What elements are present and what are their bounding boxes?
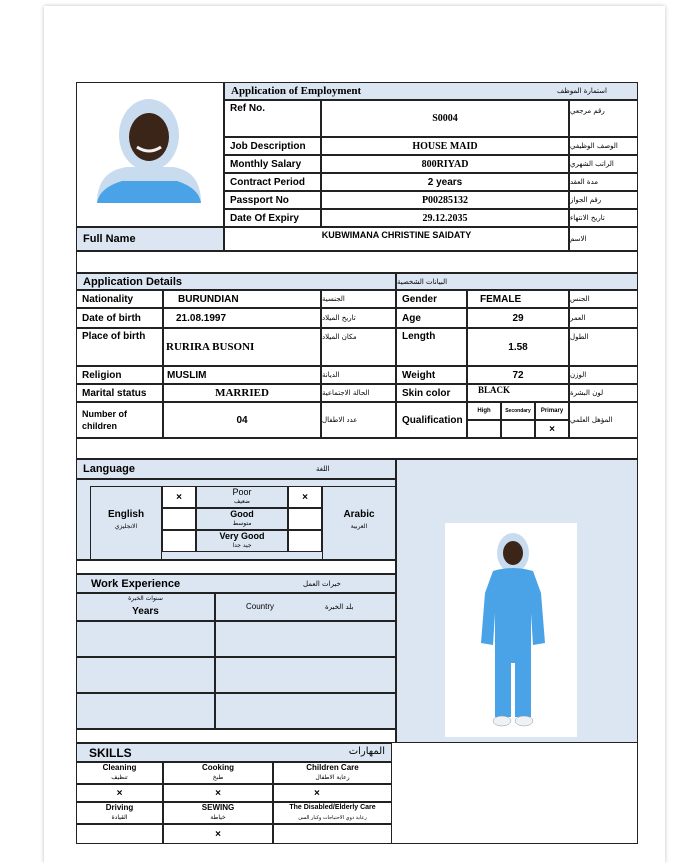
job-label: Job Description [224, 137, 321, 155]
ref-label-ar: رقم مرجعي [569, 100, 638, 137]
marital-value: MARRIED [163, 384, 321, 402]
country-header [215, 593, 396, 621]
language-title-ar: اللغة [316, 465, 330, 473]
level-good [196, 508, 288, 530]
length-value: 1.58 [467, 328, 569, 366]
sewing-mark: × [163, 824, 273, 844]
children-label: Number of children [76, 402, 163, 438]
driving-mark [76, 824, 163, 844]
english-poor-mark: × [176, 491, 182, 503]
gender-value: FEMALE [467, 290, 569, 308]
expiry-value: 29.12.2035 [321, 209, 569, 227]
fullbody-photo [445, 523, 577, 737]
level-verygood [196, 530, 288, 552]
portrait-photo [77, 83, 223, 226]
gender-ar: الجنس [569, 290, 638, 308]
nationality-value: BURUNDIAN [163, 290, 321, 308]
years-ar: سنوات الخبرة [128, 595, 163, 602]
qual-primary-label: Primary [535, 402, 569, 420]
language-title: Language [83, 463, 135, 475]
country-label: Country [246, 602, 275, 611]
fullbody-panel [396, 459, 638, 743]
years-label: Years [132, 606, 159, 617]
arabic-good-mark [289, 509, 321, 529]
skill-sewing-ar: خياطة [210, 814, 226, 821]
marital-ar: الحالة الاجتماعية [321, 384, 396, 402]
elderly-care-mark [273, 824, 392, 844]
arabic-poor-mark: × [302, 491, 308, 503]
english-good-mark [163, 509, 195, 529]
length-label: Length [396, 328, 467, 366]
level-good-ar: متوسط [232, 520, 252, 527]
children-value: 04 [163, 402, 321, 438]
qual-secondary-mark [501, 420, 535, 438]
length-ar: الطول [569, 328, 638, 366]
skills-title-ar: المهارات [348, 746, 385, 757]
qual-high-mark [467, 420, 501, 438]
skills-title: SKILLS [89, 746, 132, 760]
contract-label: Contract Period [224, 173, 321, 191]
weight-ar: الوزن [569, 366, 638, 384]
skill-cleaning-ar: تنظيف [111, 774, 128, 781]
level-poor-label: Poor [232, 487, 252, 497]
work-row-1-years [76, 621, 215, 657]
pob-ar: مكان الميلاد [321, 328, 396, 366]
skill-driving-ar: القيادة [111, 814, 128, 821]
spacer-2 [76, 438, 638, 459]
full-name-label: Full Name [76, 227, 224, 251]
skill-driving: Driving [105, 803, 134, 812]
marital-label: Marital status [76, 384, 163, 402]
religion-value: MUSLIM [163, 366, 321, 384]
pob-label: Place of birth [76, 328, 163, 366]
employment-title-ar: استمارة الموظف [557, 87, 607, 95]
age-value: 29 [467, 308, 569, 328]
age-label: Age [396, 308, 467, 328]
salary-label: Monthly Salary [224, 155, 321, 173]
age-ar: العمر [569, 308, 638, 328]
spacer-3 [76, 560, 396, 574]
work-title: Work Experience [91, 578, 181, 590]
contract-label-ar: مدة العقد [569, 173, 638, 191]
dob-ar: تاريخ الميلاد [321, 308, 396, 328]
contract-value: 2 years [321, 173, 569, 191]
qual-secondary-label: Secondary [501, 402, 535, 420]
dob-label: Date of birth [76, 308, 163, 328]
english-cell [90, 486, 162, 560]
job-value: HOUSE MAID [321, 137, 569, 155]
qual-primary-mark: × [535, 420, 569, 438]
religion-ar: الديانة [321, 366, 396, 384]
expiry-label: Date Of Expiry [224, 209, 321, 227]
skin-label: Skin color [396, 384, 467, 402]
skill-cooking: Cooking [202, 763, 234, 772]
skill-cleaning: Cleaning [102, 763, 137, 772]
employment-title: Application of Employment [231, 85, 362, 97]
skill-cooking-ar: طبخ [212, 774, 224, 781]
spacer-4 [76, 729, 396, 743]
spacer [76, 251, 638, 273]
application-page [44, 6, 665, 863]
passport-label-ar: رقم الجواز [569, 191, 638, 209]
arabic-cell [322, 486, 396, 560]
english-label: English [107, 509, 145, 520]
english-label-ar: الانجليزي [114, 523, 138, 530]
arabic-label-ar: العربية [350, 523, 368, 530]
arabic-verygood-mark [289, 531, 321, 551]
salary-label-ar: الراتب الشهري [569, 155, 638, 173]
children-care-mark: × [273, 784, 392, 802]
skin-ar: لون البشرة [569, 384, 638, 402]
country-ar: بلد الخبرة [325, 603, 354, 611]
cooking-mark: × [163, 784, 273, 802]
work-row-2-country [215, 657, 396, 693]
skill-children-care: Children Care [306, 763, 359, 772]
skill-elderly-care: The Disabled/Elderly Care [289, 804, 376, 811]
skill-children-care-ar: رعاية الاطفال [315, 774, 350, 781]
level-poor [196, 486, 288, 508]
job-label-ar: الوصف الوظيفي [569, 137, 638, 155]
arabic-label: Arabic [343, 509, 375, 520]
english-verygood-mark [163, 531, 195, 551]
gender-label: Gender [396, 290, 467, 308]
full-name-ar: الاسم [569, 227, 638, 251]
portrait-cell [76, 82, 224, 227]
qualification-label: Qualification [396, 402, 467, 438]
passport-label: Passport No [224, 191, 321, 209]
level-verygood-ar: جيد جدا [232, 542, 252, 549]
ref-label: Ref No. [230, 103, 265, 114]
weight-label: Weight [396, 366, 467, 384]
level-poor-ar: ضعيف [233, 498, 250, 505]
work-row-3-country [215, 693, 396, 729]
qual-high-label: High [467, 402, 501, 420]
passport-value: P00285132 [321, 191, 569, 209]
employment-header [224, 82, 638, 100]
nationality-label: Nationality [76, 290, 163, 308]
skill-elderly-care-ar: رعاية ذوي الاحتياجات وكبار السن [298, 815, 367, 821]
pob-value: RURIRA BUSONI [163, 328, 321, 366]
years-header [76, 593, 215, 621]
level-good-label: Good [230, 509, 254, 519]
cleaning-mark: × [76, 784, 163, 802]
skin-value: BLACK [467, 384, 569, 402]
skills-header [76, 743, 392, 762]
children-ar: عدد الاطفال [321, 402, 396, 438]
work-row-2-years [76, 657, 215, 693]
weight-value: 72 [467, 366, 569, 384]
full-name-value: KUBWIMANA CHRISTINE SAIDATY [321, 230, 472, 240]
salary-value: 800RIYAD [321, 155, 569, 173]
ref-value: S0004 [321, 100, 569, 137]
nationality-ar: الجنسية [321, 290, 396, 308]
dob-value: 21.08.1997 [163, 308, 321, 328]
level-verygood-label: Very Good [219, 531, 265, 541]
religion-label: Religion [76, 366, 163, 384]
work-title-ar: خبرات العمل [303, 580, 341, 588]
details-title-ar: البيانات الشخصية [396, 273, 638, 290]
skill-sewing: SEWING [201, 803, 235, 812]
details-title: Application Details [76, 273, 396, 290]
work-row-3-years [76, 693, 215, 729]
work-header [76, 574, 396, 593]
expiry-label-ar: تاريخ الانتهاء [569, 209, 638, 227]
work-row-1-country [215, 621, 396, 657]
qualification-ar: المؤهل العلمي [569, 402, 638, 438]
